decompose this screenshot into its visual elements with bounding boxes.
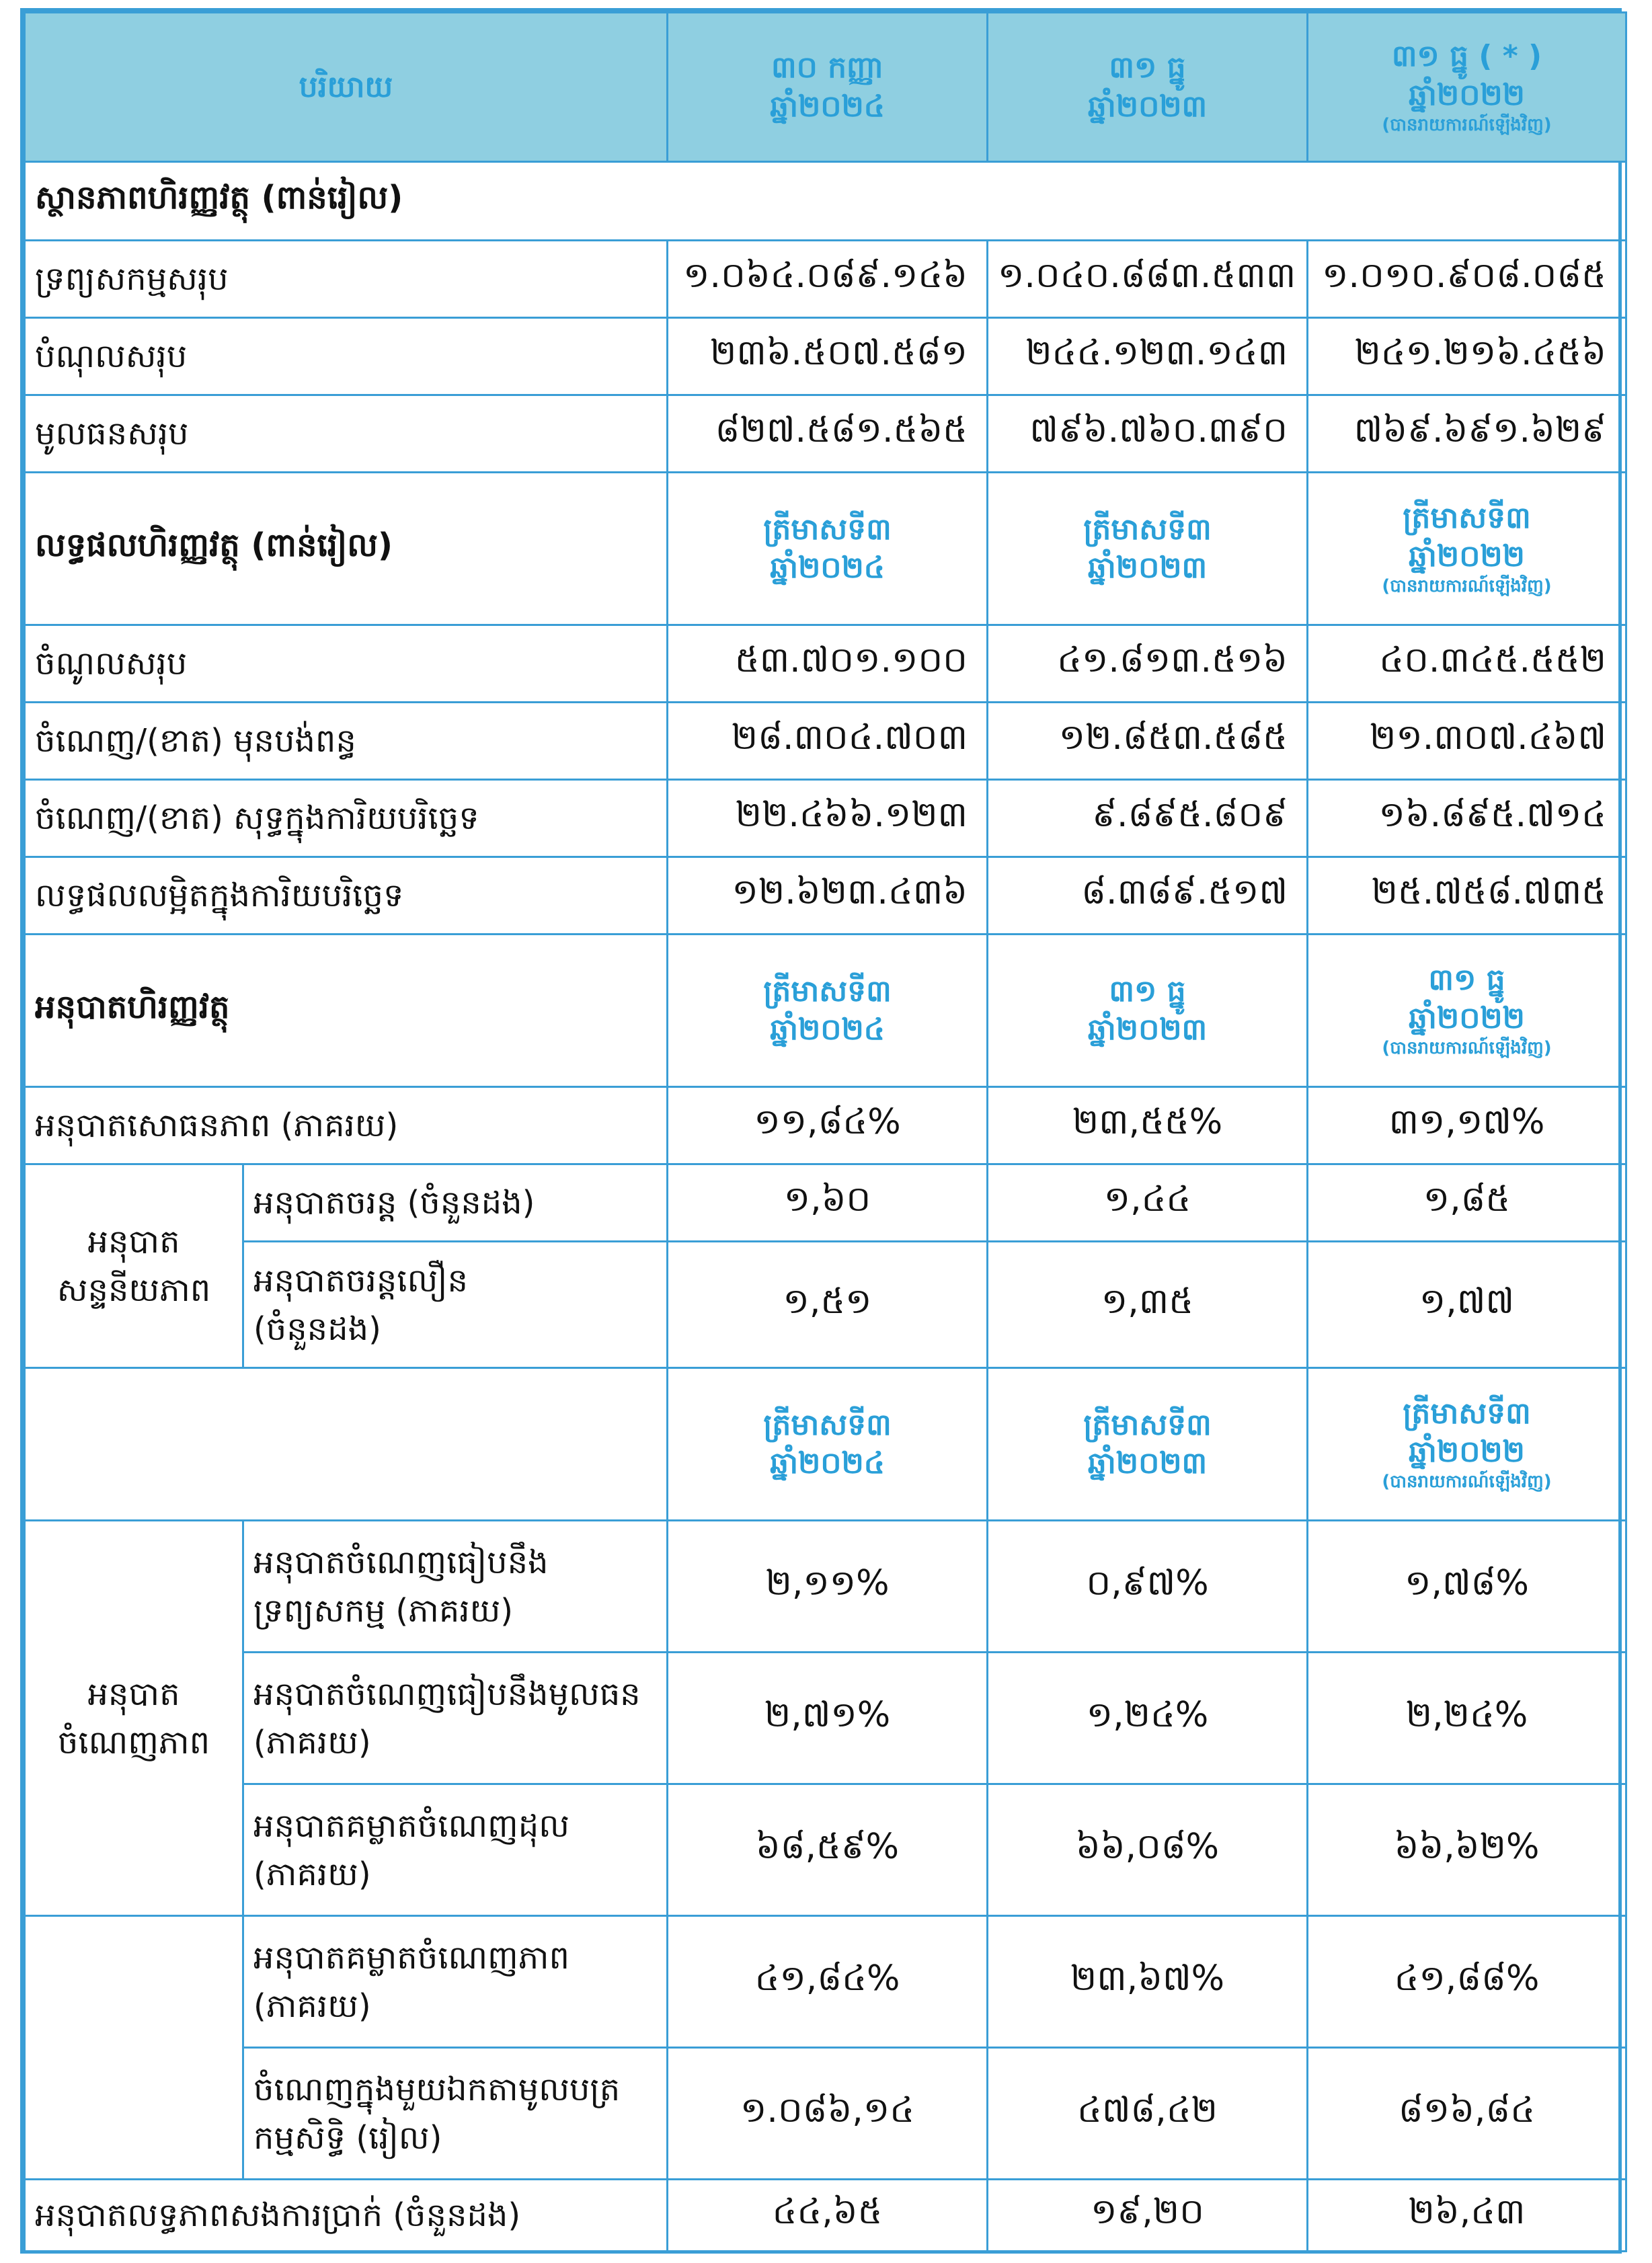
table-row [25, 395, 1626, 473]
value-cell: ២,៧១% [668, 1653, 988, 1784]
value-cell: ៨១៦,៨៤ [1308, 2048, 1626, 2180]
value-cell: ៤១,៨៤% [668, 1916, 988, 2048]
value-cell: ១១,៨៤% [668, 1087, 988, 1164]
value-cell: ៧៦៩.៦៩១.៦២៩ [1308, 395, 1626, 473]
value-cell: ២៤៤.១២៣.១៤៣ [988, 318, 1308, 395]
value-cell: ១៩,២០ [988, 2180, 1308, 2252]
row-label: ទ្រព្យសកម្មសរុប [25, 241, 668, 318]
financial-summary-table-frame [20, 8, 1622, 2254]
table-row [25, 1916, 1626, 2048]
value-cell: ១,៣៥ [988, 1242, 1308, 1368]
period-header-col2: ត្រីមាសទី៣ ឆ្នាំ២០២៣ [988, 473, 1308, 625]
liquidity-group-label: អនុបាត សន្ទនីយភាព [25, 1164, 243, 1368]
row-label: អនុបាតលទ្ធភាពសងការប្រាក់ (ចំនួនដង) [25, 2180, 668, 2252]
section-header-row [25, 1368, 1626, 1521]
value-cell: ៦៦,០៨% [988, 1784, 1308, 1916]
table-row [25, 625, 1626, 703]
value-cell: ២៣,៦៧% [988, 1916, 1308, 2048]
row-label: ចំណេញក្នុងមួយឯកតាមូលបត្រ កម្មសិទ្ធិ (រៀល) [243, 2048, 668, 2180]
value-cell: ២៦,៤៣ [1308, 2180, 1626, 2252]
row-label: អនុបាតគម្លាតចំណេញដុល (ភាគរយ) [243, 1784, 668, 1916]
value-cell: ២៥.៧៥៨.៧៣៥ [1308, 857, 1626, 935]
row-label: លទ្ធផលលម្អិតក្នុងការិយបរិច្ឆេទ [25, 857, 668, 935]
financial-position-title: ស្ថានភាពហិរញ្ញវត្ថុ (ពាន់រៀល) [25, 162, 1626, 241]
period-header-col3: ៣១ ធ្នូ ( * ) ឆ្នាំ២០២២ (បានរាយការណ៍ឡើងវិញ) [1308, 13, 1626, 162]
value-cell: ១២.៨៥៣.៥៨៥ [988, 703, 1308, 780]
value-cell: ១,២៤% [988, 1653, 1308, 1784]
value-cell: ១.០១០.៩០៨.០៨៥ [1308, 241, 1626, 318]
value-cell: ៤៧៨,៤២ [988, 2048, 1308, 2180]
value-cell: ២២.៤៦៦.១២៣ [668, 780, 988, 857]
section-header-row [25, 935, 1626, 1087]
value-cell: ១,៧៨% [1308, 1521, 1626, 1653]
header-row [25, 13, 1626, 162]
value-cell: ៦៦,៦២% [1308, 1784, 1626, 1916]
table-row [25, 1087, 1626, 1164]
value-cell: ២៤១.២១៦.៤៥៦ [1308, 318, 1626, 395]
period-header-col2: ត្រីមាសទី៣ ឆ្នាំ២០២៣ [988, 1368, 1308, 1521]
value-cell: ១.០៤០.៨៨៣.៥៣៣ [988, 241, 1308, 318]
value-cell: ១២.៦២៣.៤៣៦ [668, 857, 988, 935]
value-cell: ៨.៣៨៩.៥១៧ [988, 857, 1308, 935]
table-row [25, 780, 1626, 857]
empty-header-cell [25, 1368, 668, 1521]
row-label: បំណុលសរុប [25, 318, 668, 395]
row-label: ចំណេញ/(ខាត) មុនបង់ពន្ធ [25, 703, 668, 780]
row-label: អនុបាតចំណេញធៀបនឹង ទ្រព្យសកម្ម (ភាគរយ) [243, 1521, 668, 1653]
period-header-col3: ត្រីមាសទី៣ ឆ្នាំ២០២២ (បានរាយការណ៍ឡើងវិញ) [1308, 473, 1626, 625]
table-row [25, 857, 1626, 935]
section-header-row [25, 473, 1626, 625]
table-row [25, 2180, 1626, 2252]
value-cell: ៤០.៣៤៥.៥៥២ [1308, 625, 1626, 703]
value-cell: ២៣៦.៥០៧.៥៨១ [668, 318, 988, 395]
table-row [25, 1653, 1626, 1784]
table-row [25, 318, 1626, 395]
value-cell: ១,៨៥ [1308, 1164, 1626, 1242]
value-cell: ៧៩៦.៧៦០.៣៩០ [988, 395, 1308, 473]
row-label: អនុបាតចរន្តលឿន (ចំនួនដង) [243, 1242, 668, 1368]
row-label: ចំណេញ/(ខាត) សុទ្ធក្នុងការិយបរិច្ឆេទ [25, 780, 668, 857]
period-header-col1: ត្រីមាសទី៣ ឆ្នាំ២០២៤ [668, 473, 988, 625]
table-row [25, 1242, 1626, 1368]
table-row [25, 1164, 1626, 1242]
value-cell: ២,១១% [668, 1521, 988, 1653]
value-cell: ០,៩៧% [988, 1521, 1308, 1653]
period-header-col1: ត្រីមាសទី៣ ឆ្នាំ២០២៤ [668, 935, 988, 1087]
profitability-group-label: អនុបាត ចំណេញភាព [25, 1521, 243, 1916]
value-cell: ២១.៣០៧.៤៦៧ [1308, 703, 1626, 780]
value-cell: ៨២៧.៥៨១.៥៦៥ [668, 395, 988, 473]
period-header-col3: ៣១ ធ្នូ ឆ្នាំ២០២២ (បានរាយការណ៍ឡើងវិញ) [1308, 935, 1626, 1087]
value-cell: ១៦.៨៩៥.៧១៤ [1308, 780, 1626, 857]
value-cell: ៥៣.៧០១.១០០ [668, 625, 988, 703]
value-cell: ២៨.៣០៤.៧០៣ [668, 703, 988, 780]
empty-group-cell [25, 1916, 243, 2180]
value-cell: ៤១.៨១៣.៥១៦ [988, 625, 1308, 703]
financial-summary-table [24, 11, 1627, 2252]
period-header-col1: ៣០ កញ្ញា ឆ្នាំ២០២៤ [668, 13, 988, 162]
row-label: អនុបាតចរន្ត (ចំនួនដង) [243, 1164, 668, 1242]
table-row [25, 703, 1626, 780]
value-cell: ១,៤៤ [988, 1164, 1308, 1242]
period-header-col2: ៣១ ធ្នូ ឆ្នាំ២០២៣ [988, 935, 1308, 1087]
value-cell: ៩.៨៩៥.៨០៩ [988, 780, 1308, 857]
value-cell: ២,២៤% [1308, 1653, 1626, 1784]
value-cell: ១.០៨៦,១៤ [668, 2048, 988, 2180]
value-cell: ៤៤,៦៥ [668, 2180, 988, 2252]
table-row [25, 1521, 1626, 1653]
row-label: ចំណូលសរុប [25, 625, 668, 703]
row-label: មូលធនសរុប [25, 395, 668, 473]
period-header-col1: ត្រីមាសទី៣ ឆ្នាំ២០២៤ [668, 1368, 988, 1521]
row-label: អនុបាតសោធនភាព (ភាគរយ) [25, 1087, 668, 1164]
value-cell: ១,៧៧ [1308, 1242, 1626, 1368]
value-cell: ២៣,៥៥% [988, 1087, 1308, 1164]
period-header-col2: ៣១ ធ្នូ ឆ្នាំ២០២៣ [988, 13, 1308, 162]
description-header: បរិយាយ [25, 13, 668, 162]
table-row [25, 2048, 1626, 2180]
value-cell: ១,៦០ [668, 1164, 988, 1242]
table-row [25, 241, 1626, 318]
financial-results-title: លទ្ធផលហិរញ្ញវត្ថុ (ពាន់រៀល) [25, 473, 668, 625]
table-row [25, 1784, 1626, 1916]
row-label: អនុបាតគម្លាតចំណេញភាព (ភាគរយ) [243, 1916, 668, 2048]
period-header-col3: ត្រីមាសទី៣ ឆ្នាំ២០២២ (បានរាយការណ៍ឡើងវិញ) [1308, 1368, 1626, 1521]
row-label: អនុបាតចំណេញធៀបនឹងមូលធន (ភាគរយ) [243, 1653, 668, 1784]
value-cell: ១.០៦៤.០៨៩.១៤៦ [668, 241, 988, 318]
section-title-row [25, 162, 1626, 241]
value-cell: ៣១,១៧% [1308, 1087, 1626, 1164]
value-cell: ១,៥១ [668, 1242, 988, 1368]
value-cell: ៤១,៨៨% [1308, 1916, 1626, 2048]
financial-ratios-title: អនុបាតហិរញ្ញវត្ថុ [25, 935, 668, 1087]
value-cell: ៦៨,៥៩% [668, 1784, 988, 1916]
